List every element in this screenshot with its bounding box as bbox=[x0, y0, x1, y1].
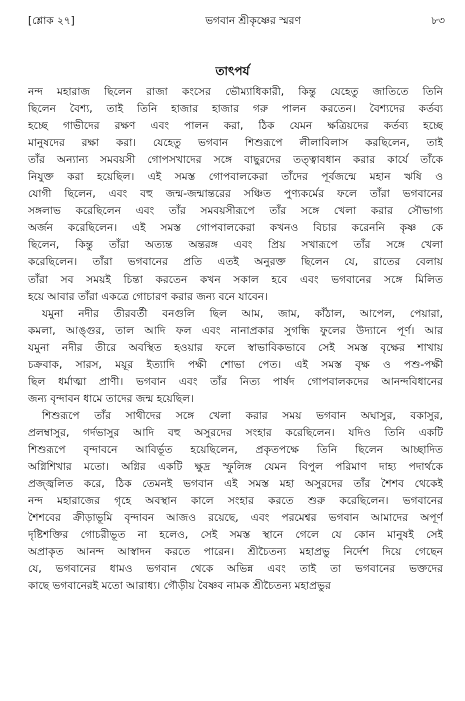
text-line: নন্দ মহারাজের গৃহে অবস্থান কালে সংহার করতে শুরু করেছিলেন। ভগবানের bbox=[28, 495, 443, 508]
text-line: চক্রবাক, সারস, ময়ূর ইত্যাদি পক্ষী শোভা পেত। এই সমস্ত বৃক্ষ ও পশু-পক্ষী bbox=[28, 358, 443, 371]
paragraph bbox=[28, 84, 443, 306]
text-line: করেছিলেন। তাঁরা ভগবানের প্রতি এতই অনুরক্ত ছিলেন যে, রাতের বেলায় bbox=[28, 256, 443, 269]
chapter-title: ভগবান শ্রীকৃষ্ণের স্মরণ bbox=[205, 15, 301, 27]
text-line: নিযুক্ত করা হয়েছিল। এই সমস্ত গোপবালকেরা তাঁদের পূর্বজন্মে মহান ঋষি ও bbox=[28, 171, 443, 184]
text-line: ছিলেন বৈশ্য, তাই তিনি হাজার হাজার গরু পালন করতেন। বৈশ্যদের কর্তব্য bbox=[28, 103, 443, 116]
text-line: প্রলম্বাসুর, গর্দভাসুর আদি বহু অসুরদের সংহার করেছিলেন। যদিও তিনি একটি bbox=[28, 426, 443, 439]
page-number: ৮৩ bbox=[431, 15, 445, 27]
text-line: যমুনা নদীর তীরবর্তী বনগুলি ছিল আম, জাম, কাঁঠাল, আপেল, পেয়ারা, bbox=[42, 307, 443, 320]
section-heading: তাৎপর্য bbox=[215, 64, 250, 78]
text-line: কমলা, আঙ্গুর, তাল আদি ফল এবং নানাপ্রকার সুগন্ধি ফুলের উদ্যানে পূর্ণ। আর bbox=[28, 324, 443, 337]
verse-reference: [শ্লোক ২৭] bbox=[28, 15, 75, 27]
text-line: শিশুরূপে বৃন্দাবনে আবির্ভূত হয়েছিলেন, প্রকৃতপক্ষে তিনি ছিলেন আচ্ছাদিত bbox=[28, 443, 443, 456]
text-line: অপ্রাকৃত আনন্দ আস্বাদন করতে পারেন। শ্রীচৈতন্য মহাপ্রভু নির্দেশ দিয়ে গেছেন bbox=[28, 546, 443, 559]
text-line: হয়ে আবার তাঁরা একত্রে গোচারণ করার জন্য বনে যাবেন। bbox=[28, 290, 268, 303]
text-line: জন্য বৃন্দাবন ধামে তাদের জন্ম হয়েছিল। bbox=[28, 392, 194, 405]
text-line: যে, ভগবানের ধামও ভগবান থেকে অভিন্ন এবং তাই তা ভগবানের ভক্তদের bbox=[28, 563, 443, 576]
text-line: যমুনা নদীর তীরে অবস্থিত হওয়ার ফলে স্বাভাবিকভাবে সেই সমস্ত বৃক্ষের শাখায় bbox=[28, 341, 443, 354]
purport-text bbox=[28, 84, 443, 595]
running-header bbox=[28, 14, 445, 31]
text-line: শৈশবের ক্রীড়াভূমি বৃন্দাবন আজও রয়েছে, এবং পরমেশ্বর ভগবান আমাদের অপূর্ণ bbox=[28, 512, 443, 525]
paragraph bbox=[28, 306, 443, 408]
text-line: প্রজ্জ্বলিত করে, ঠিক তেমনই ভগবান এই সমস্ত মহা অসুরদের তাঁর শৈশব থেকেই bbox=[28, 478, 443, 491]
text-line: নন্দ মহারাজ ছিলেন রাজা কংসের ভৌম্যাধিকারী, কিন্তু যেহেতু জাতিতে তিনি bbox=[28, 86, 443, 98]
text-line: অগ্নিশিখার মতো। অগ্নির একটি ক্ষুদ্র স্ফুলিঙ্গ যেমন বিপুল পরিমাণ দাহ্য পদার্থকে bbox=[28, 461, 443, 474]
text-line: ছিল ধর্মাত্মা প্রাণী। ভগবান এবং তাঁর নিত্য পার্ষদ গোপবালকদের আনন্দবিধানের bbox=[28, 375, 443, 388]
text-line: হচ্ছে গাভীদের রক্ষণ এবং পালন করা, ঠিক যেমন ক্ষত্রিয়দের কর্তব্য হচ্ছে bbox=[28, 120, 443, 133]
text-line: তাঁর অন্যান্য সমবয়সী গোপসখাদের সঙ্গে বাছুরদের তত্ত্বাবধান করার কার্যে তাঁকে bbox=[28, 154, 443, 167]
text-line: যোগী ছিলেন, এবং বহু জন্ম-জন্মান্তরের সঞ্চিত পুণ্যকর্মের ফলে তাঁরা ভগবানের bbox=[28, 188, 443, 201]
text-line: শিশুরূপে তাঁর সাথীদের সঙ্গে খেলা করার সময় ভগবান অঘাসুর, বকাসুর, bbox=[42, 409, 443, 422]
text-line: কাছে ভগবানেরই মতো আরাধ্য। গৌড়ীয় বৈষ্ণব নামক শ্রীচৈতন্য মহাপ্রভুর bbox=[28, 580, 331, 593]
text-line: তাঁরা সব সময়ই চিন্তা করতেন কখন সকাল হবে এবং ভগবানের সঙ্গে মিলিত bbox=[28, 273, 443, 286]
text-line: অর্জন করেছিলেন। এই সমস্ত গোপবালকেরা কখনও বিচার করেননি কৃষ্ণ কে bbox=[28, 222, 443, 235]
text-line: ছিলেন, কিন্তু তাঁরা অত্যন্ত অন্তরঙ্গ এবং প্রিয় সখারূপে তাঁর সঙ্গে খেলা bbox=[28, 239, 443, 252]
paragraph bbox=[28, 408, 443, 596]
text-line: দৃষ্টিশক্তির গোচরীভূত না হলেও, সেই সমস্ত স্থানে গেলে যে কোন মানুষই সেই bbox=[28, 529, 443, 542]
text-line: সঙ্গলাভ করেছিলেন এবং তাঁর সমবয়সীরূপে তাঁর সঙ্গে খেলা করার সৌভাগ্য bbox=[28, 205, 443, 218]
text-line: মানুষদের রক্ষা করা। যেহেতু ভগবান শিশুরূপে লীলাবিলাস করছিলেন, তাই bbox=[28, 137, 443, 150]
